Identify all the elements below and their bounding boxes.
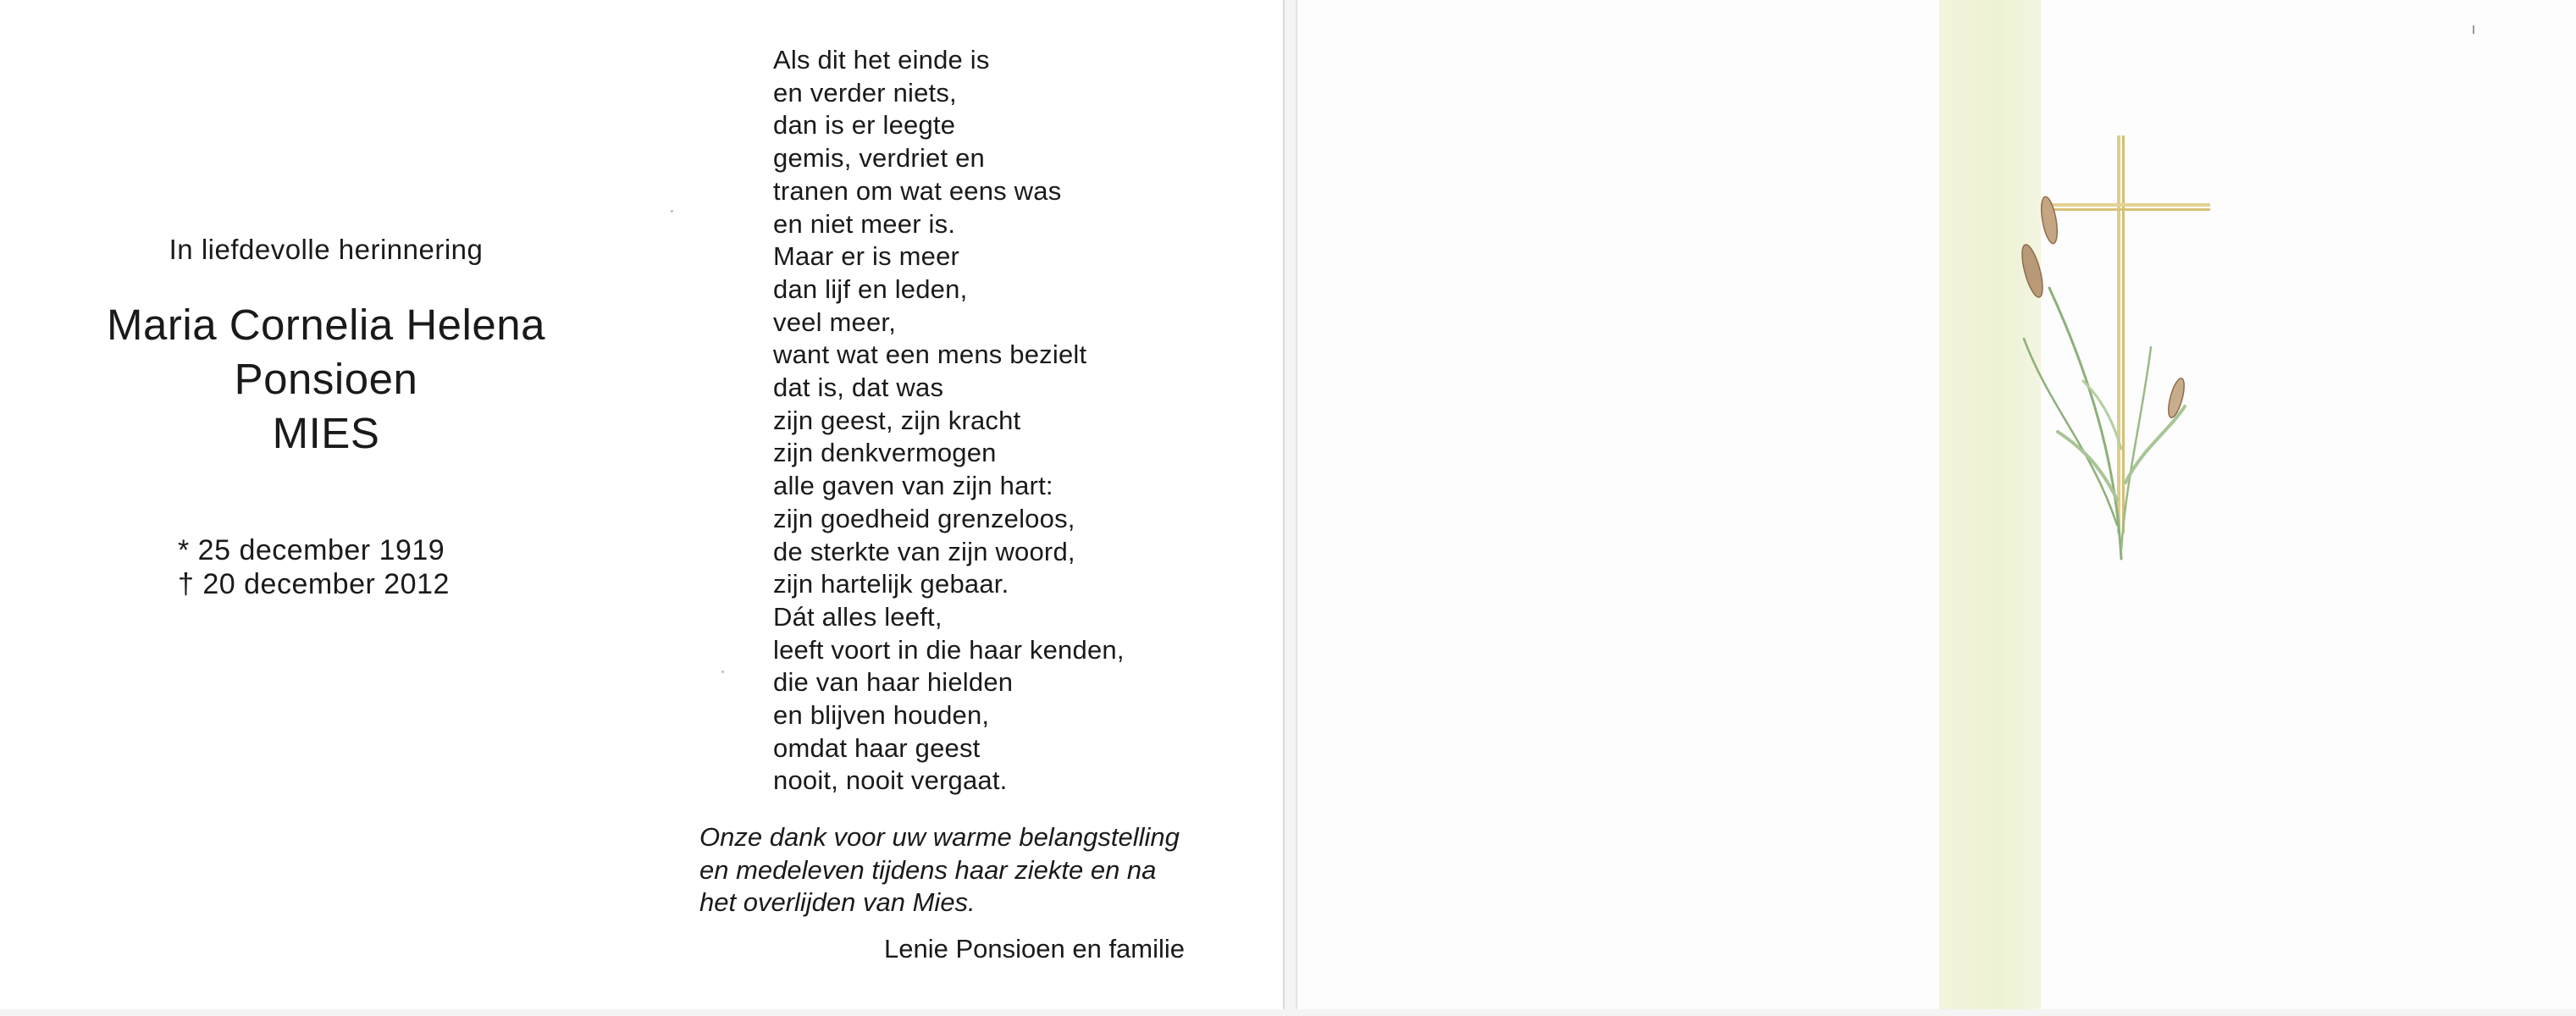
poem-line: leeft voort in die haar kenden, <box>773 634 1125 665</box>
deceased-name <box>0 298 652 461</box>
poem-line: gemis, verdriet en <box>773 143 985 174</box>
poem-line: veel meer, <box>773 306 897 337</box>
poem-line: Dát alles leeft, <box>773 601 943 632</box>
poem-line: want wat een mens bezielt <box>773 340 1087 370</box>
name-line-nickname: MIES <box>272 409 380 457</box>
poem-line: dan is er leegte <box>773 110 956 141</box>
poem-line: nooit, nooit vergaat. <box>773 765 1008 796</box>
poem-line: omdat haar geest <box>773 732 981 763</box>
poem-line: die van haar hielden <box>773 667 1014 698</box>
thanks-line: en medeleven tijdens haar ziekte en na <box>699 854 1157 885</box>
paper-speck <box>671 210 673 213</box>
poem-line: zijn hartelijk gebaar. <box>773 569 1009 599</box>
poem-line: Als dit het einde is <box>773 45 990 75</box>
poem-line: Maar er is meer <box>773 241 960 272</box>
poem <box>773 44 1125 798</box>
wheat-stalk-icon <box>2018 196 2187 559</box>
poem-line: dan lijf en leden, <box>773 273 968 304</box>
poem-line: zijn goedheid grenzeloos, <box>773 503 1075 533</box>
paper-speck <box>721 671 724 673</box>
memorial-card-inner-left <box>0 0 1285 1009</box>
poem-line: dat is, dat was <box>773 373 944 403</box>
poem-line: zijn geest, zijn kracht <box>773 405 1021 435</box>
cross-with-wheat-icon <box>1998 127 2219 567</box>
death-date: † 20 december 2012 <box>178 568 450 600</box>
name-line-first: Maria Cornelia Helena <box>107 301 545 349</box>
poem-line: tranen om wat eens was <box>773 175 1062 206</box>
poem-line: de sterkte van zijn woord, <box>773 536 1075 566</box>
paper-mark <box>2473 25 2474 34</box>
memorial-card-front-cover <box>1296 0 2576 1009</box>
poem-line: zijn denkvermogen <box>773 438 997 468</box>
birth-date: * 25 december 1919 <box>178 534 445 566</box>
poem-line: en verder niets, <box>773 77 957 108</box>
cross-icon <box>2041 135 2210 533</box>
poem-line: en niet meer is. <box>773 208 956 239</box>
thanks-line: het overlijden van Mies. <box>699 887 976 917</box>
signature: Lenie Ponsioen en familie <box>884 934 1186 964</box>
intro-text: In liefdevolle herinnering <box>169 234 484 265</box>
thanks-line: Onze dank voor uw warme belangstelling <box>699 822 1180 852</box>
thank-you-note <box>699 821 1180 919</box>
poem-line: en blijven houden, <box>773 700 990 731</box>
life-dates <box>178 533 450 601</box>
poem-line: alle gaven van zijn hart: <box>773 471 1053 501</box>
name-line-surname: Ponsioen <box>234 355 418 403</box>
